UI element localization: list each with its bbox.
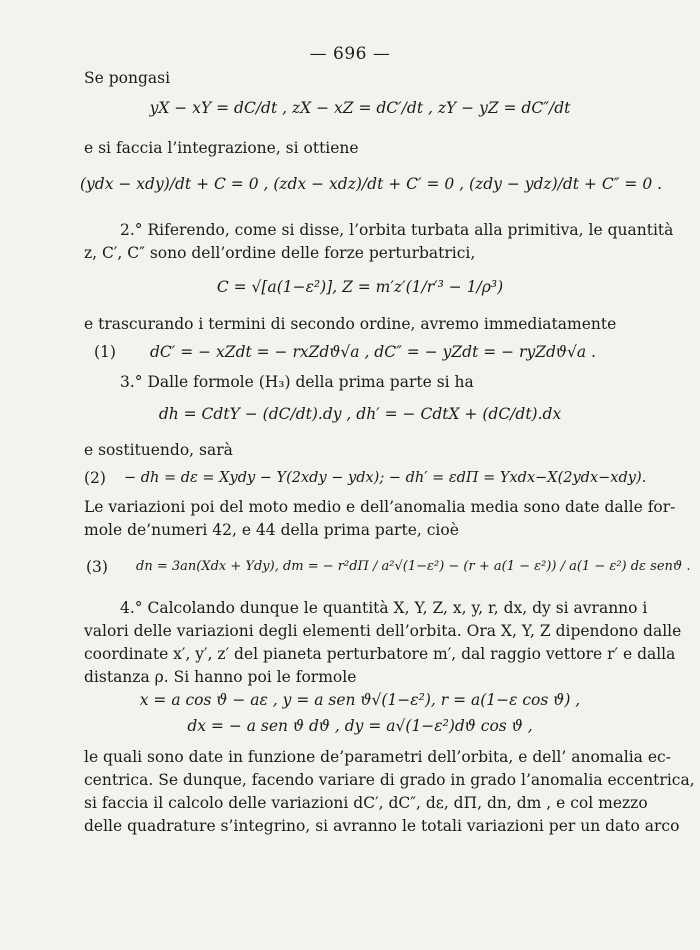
paragraph-5-line: delle quadrature s’integrino, si avranno le totali variazioni per un dato arco xyxy=(84,817,680,835)
paragraph-4-line: 4.° Calcolando dunque le quantità X, Y, Z, x, y, r, dx, dy si avranno i xyxy=(120,599,648,617)
paragraph-5-line: si faccia il calcolo delle variazioni dC′, dC″, dε, dΠ, dn, dm , e col mezzo xyxy=(84,794,648,812)
paragraph-3-line: mole de’numeri 42, e 44 della prima parte, cioè xyxy=(84,521,459,539)
paragraph-5-line: centrica. Se dunque, facendo variare di grado in grado l’anomalia eccentrica, xyxy=(84,771,695,789)
text-line: Se pongasi xyxy=(84,69,171,87)
paragraph-3-line: e sostituendo, sarà xyxy=(84,441,233,459)
equation-7: dn = 3an(Xdx + Ydy), dm = − r²dΠ / a²√(1−ε²) − (r + a(1 − ε²)) / a(1 − ε²) dε senϑ . xyxy=(136,559,691,574)
paragraph-2-line: e trascurando i termini di secondo ordine, avremo immediatamente xyxy=(84,315,617,333)
paragraph-4-line: valori delle variazioni degli elementi dell’orbita. Ora X, Y, Z dipendono dalle xyxy=(84,622,682,640)
paragraph-2-line: z, C′, C″ sono dell’ordine delle forze perturbatrici, xyxy=(84,244,476,262)
paragraph-5-line: le quali sono date in funzione de’parametri dell’orbita, e dell’ anomalia ec- xyxy=(84,748,671,766)
equation-9: dx = − a sen ϑ dϑ , dy = a√(1−ε²)dϑ cos ϑ , xyxy=(187,717,533,735)
paragraph-3-line: Le variazioni poi del moto medio e dell’anomalia media sono date dalle for- xyxy=(84,498,676,516)
equation-2: (ydx − xdy)/dt + C = 0 , (zdx − xdz)/dt + C′ = 0 , (zdy − ydz)/dt + C″ = 0 . xyxy=(80,175,663,193)
equation-6: − dh = dε = Xydy − Y(2xdy − ydx); − dh′ = εdΠ = Yxdx−X(2ydx−xdy). xyxy=(124,470,647,486)
page-number: — 696 — xyxy=(309,44,391,64)
paragraph-3-line: 3.° Dalle formole (H₃) della prima parte si ha xyxy=(120,373,474,391)
equation-3: C = √[a(1−ε²)], Z = m′z′(1/r′³ − 1/ρ³) xyxy=(216,278,504,296)
equation-4: dC′ = − xZdt = − rxZdϑ√a , dC″ = − yZdt = − ryZdϑ√a . xyxy=(150,343,596,361)
equation-1: yX − xY = dC/dt , zX − xZ = dC′/dt , zY − yZ = dC″/dt xyxy=(149,99,571,117)
paragraph-4-line: coordinate x′, y′, z′ del pianeta perturbatore m′, dal raggio vettore r′ e dalla xyxy=(84,645,676,663)
equation-number: (2) xyxy=(84,469,106,487)
paragraph-4-line: distanza ρ. Si hanno poi le formole xyxy=(84,668,357,686)
equation-number: (1) xyxy=(94,343,116,361)
equation-number: (3) xyxy=(86,558,108,576)
paragraph-2-line: 2.° Riferendo, come si disse, l’orbita turbata alla primitiva, le quantità xyxy=(120,221,674,239)
equation-5: dh = CdtY − (dC/dt).dy , dh′ = − CdtX + (dC/dt).dx xyxy=(158,405,562,423)
text-line: e si faccia l’integrazione, si ottiene xyxy=(84,139,359,157)
equation-8: x = a cos ϑ − aε , y = a sen ϑ√(1−ε²), r = a(1−ε cos ϑ) , xyxy=(139,691,581,709)
